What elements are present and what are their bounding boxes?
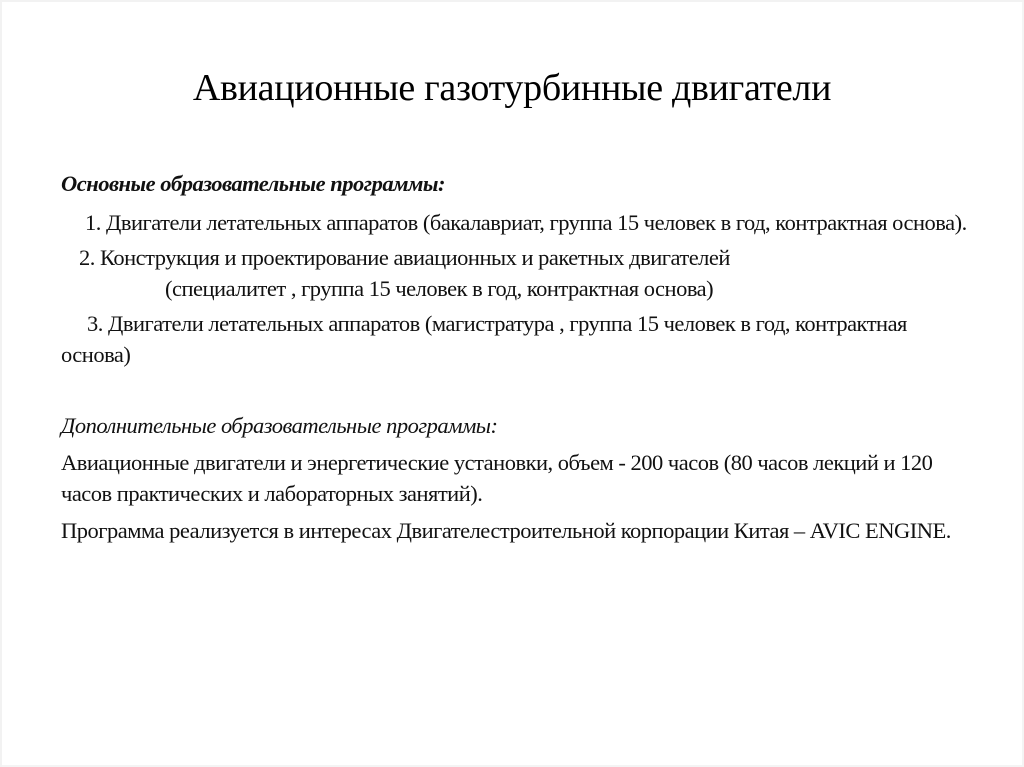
additional-program-description: Авиационные двигатели и энергетические установки, объем - 200 часов (80 часов лекций и 120 часов практических и лабораторных занятий). bbox=[61, 450, 933, 506]
main-program-item-2 bbox=[61, 242, 981, 304]
slide-content bbox=[61, 168, 981, 546]
main-program-item-3: 3. Двигатели летательных аппаратов (магистратура , группа 15 человек в год, контрактная основа) bbox=[61, 311, 907, 367]
main-program-item-2-line-2: (специалитет , группа 15 человек в год, контрактная основа) bbox=[165, 276, 714, 301]
main-program-item-1: 1. Двигатели летательных аппаратов (бакалавриат, группа 15 человек в год, контрактная основа). bbox=[85, 210, 967, 235]
program-partner-note: Программа реализуется в интересах Двигателестроительной корпорации Китая – AVIC ENGINE. bbox=[61, 518, 951, 543]
main-programs-heading: Основные образовательные программы: bbox=[61, 171, 446, 196]
main-program-item-2-line-1: 2. Конструкция и проектирование авиационных и ракетных двигателей bbox=[79, 245, 730, 270]
slide-title: Авиационные газотурбинные двигатели bbox=[192, 67, 832, 109]
additional-programs-heading: Дополнительные образовательные программы: bbox=[61, 413, 498, 438]
